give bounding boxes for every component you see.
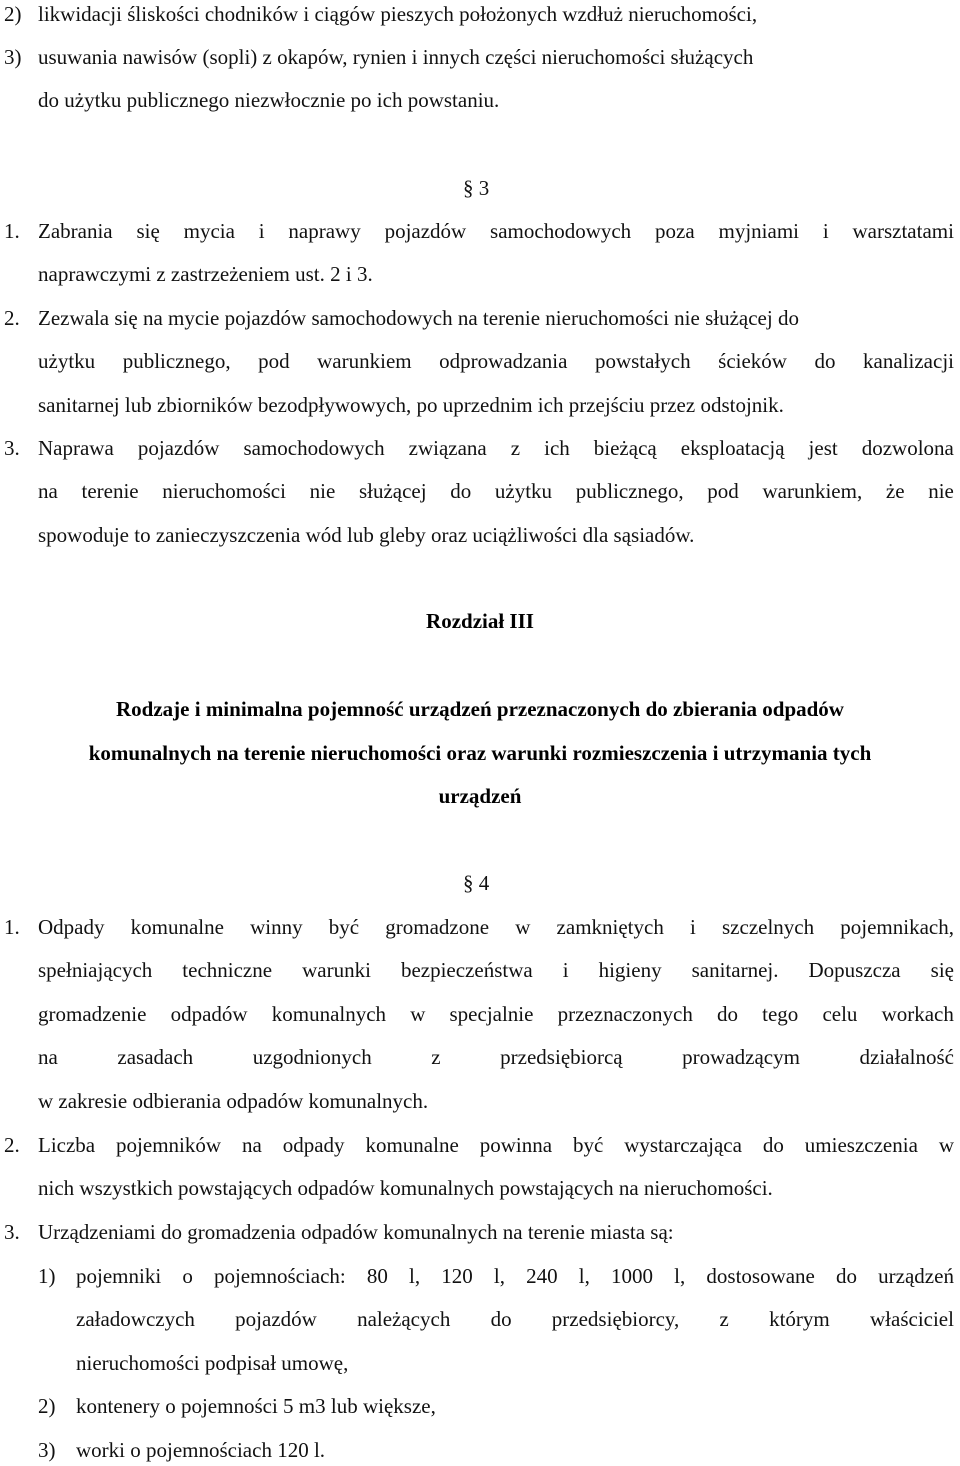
word: ich: [544, 436, 570, 460]
word: pojemniki: [76, 1264, 162, 1288]
word: użytku: [38, 349, 96, 373]
word: celu: [822, 1002, 858, 1026]
list-text: kontenery o pojemności 5 m3 lub większe,: [76, 1394, 436, 1418]
word: prowadzącym: [682, 1045, 800, 1069]
paragraph-line: [38, 217, 954, 245]
word: ścieków: [718, 349, 787, 373]
paragraph-line: [38, 1043, 954, 1071]
list-text: worki o pojemnościach 120 l.: [76, 1438, 326, 1462]
word: l,: [578, 1264, 590, 1288]
list-number: 2): [4, 2, 22, 26]
word: techniczne: [182, 958, 273, 982]
paragraph-line: [38, 956, 954, 984]
word: 80: [366, 1264, 388, 1288]
paragraph-number: 2.: [4, 1133, 20, 1157]
word: użytku: [494, 479, 553, 503]
word: z: [431, 1045, 441, 1069]
word: spełniających: [38, 958, 153, 982]
word: o: [182, 1264, 193, 1288]
paragraph-number: 3.: [4, 1220, 20, 1244]
word: higieny: [598, 958, 662, 982]
word: na: [38, 1045, 58, 1069]
word: pojemnikach,: [840, 915, 954, 939]
word: przedsiębiorcy,: [551, 1307, 680, 1331]
paragraph-line: [38, 477, 954, 505]
list-number: 3): [38, 1438, 56, 1462]
word: myjniami: [718, 219, 799, 243]
word: właściciel: [870, 1307, 954, 1331]
list-text: usuwania nawisów (sopli) z okapów, rynien i innych części nieruchomości służących: [38, 45, 754, 69]
paragraph-number: 1.: [4, 915, 20, 939]
word: 120: [441, 1264, 473, 1288]
word: działalność: [859, 1045, 954, 1069]
word: w: [410, 1002, 426, 1026]
word: l,: [493, 1264, 505, 1288]
word: mycia: [183, 219, 235, 243]
word: odpadów: [170, 1002, 248, 1026]
word: na: [38, 479, 58, 503]
word: szczelnych: [722, 915, 815, 939]
list-text: nieruchomości podpisał umowę,: [76, 1351, 349, 1375]
list-text: likwidacji śliskości chodników i ciągów pieszych położonych wzdłuż nieruchomości,: [38, 2, 758, 26]
paragraph-line: spowoduje to zanieczyszczenia wód lub gleby oraz uciążliwości dla sąsiadów.: [38, 523, 695, 547]
word: nieruchomości: [162, 479, 286, 503]
word: umieszczenia: [804, 1133, 918, 1157]
word: przeznaczonych: [557, 1002, 693, 1026]
word: do: [762, 1133, 784, 1157]
paragraph-line: [38, 1000, 954, 1028]
word: naprawy: [288, 219, 361, 243]
word: powinna: [479, 1133, 553, 1157]
word: z: [719, 1307, 729, 1331]
word: warsztatami: [852, 219, 954, 243]
word: się: [136, 219, 160, 243]
paragraph-line: naprawczymi z zastrzeżeniem ust. 2 i 3.: [38, 262, 373, 286]
word: Dopuszcza: [808, 958, 901, 982]
word: komunalne: [365, 1133, 459, 1157]
word: na: [241, 1133, 262, 1157]
word: z: [510, 436, 521, 460]
word: pojazdów: [137, 436, 220, 460]
word: i: [258, 219, 265, 243]
paragraph-number: 1.: [4, 219, 20, 243]
word: powstałych: [594, 349, 691, 373]
word: należących: [357, 1307, 451, 1331]
list-number: 1): [38, 1264, 56, 1288]
paragraph-line: Zezwala się na mycie pojazdów samochodowych na terenie nieruchomości nie służącej do: [38, 306, 799, 330]
word: do: [717, 1002, 738, 1026]
word: l,: [409, 1264, 421, 1288]
word: pod: [258, 349, 290, 373]
word: do: [490, 1307, 512, 1331]
list-text: [76, 1262, 954, 1290]
chapter-title: Rozdział III: [426, 609, 534, 633]
paragraph-line: [38, 913, 954, 941]
word: kanalizacji: [863, 349, 954, 373]
word: publicznego,: [575, 479, 684, 503]
word: się: [930, 958, 954, 982]
word: że: [885, 479, 905, 503]
word: Liczba: [38, 1133, 96, 1157]
word: 240: [526, 1264, 558, 1288]
paragraph-number: 2.: [4, 306, 20, 330]
word: specjalnie: [449, 1002, 534, 1026]
word: samochodowych: [243, 436, 385, 460]
list-number: 3): [4, 45, 22, 69]
word: i: [822, 219, 829, 243]
word: l,: [674, 1264, 686, 1288]
word: warunki: [302, 958, 371, 982]
word: zasadach: [117, 1045, 194, 1069]
chapter-subtitle: urządzeń: [438, 784, 522, 808]
word: warunkiem: [317, 349, 412, 373]
word: workach: [881, 1002, 954, 1026]
word: pojemników: [116, 1133, 222, 1157]
word: komunalne: [130, 915, 224, 939]
word: komunalnych: [271, 1002, 387, 1026]
word: odprowadzania: [439, 349, 568, 373]
chapter-subtitle: Rodzaje i minimalna pojemność urządzeń przeznaczonych do zbierania odpadów: [116, 697, 844, 721]
word: eksploatacją: [680, 436, 785, 460]
paragraph-line: [38, 347, 954, 375]
word: Naprawa: [38, 436, 114, 460]
word: pod: [707, 479, 739, 503]
word: uzgodnionych: [252, 1045, 372, 1069]
word: Odpady: [38, 915, 105, 939]
word: w: [515, 915, 531, 939]
word: i: [690, 915, 696, 939]
word: związana: [408, 436, 487, 460]
word: być: [328, 915, 360, 939]
word: przedsiębiorcą: [500, 1045, 623, 1069]
word: którym: [769, 1307, 830, 1331]
list-text: [76, 1305, 954, 1333]
word: sanitarnej.: [691, 958, 779, 982]
word: do: [814, 349, 836, 373]
word: i: [562, 958, 569, 982]
word: służącej: [358, 479, 427, 503]
paragraph-line: sanitarnej lub zbiorników bezodpływowych, po uprzednim ich przejściu przez odstojnik.: [38, 393, 784, 417]
list-number: 2): [38, 1394, 56, 1418]
paragraph-line: [38, 1131, 954, 1159]
word: Zabrania: [38, 219, 113, 243]
word: dostosowane: [706, 1264, 815, 1288]
list-text: do użytku publicznego niezwłocznie po ich powstaniu.: [38, 88, 500, 112]
paragraph-line: [38, 434, 954, 462]
word: publicznego,: [122, 349, 231, 373]
word: samochodowych: [490, 219, 632, 243]
word: odpady: [282, 1133, 345, 1157]
section-heading: § 4: [463, 871, 490, 895]
section-heading: § 3: [463, 176, 490, 200]
word: pojazdów: [384, 219, 467, 243]
word: wystarczająca: [624, 1133, 742, 1157]
word: warunkiem,: [762, 479, 863, 503]
word: terenie: [81, 479, 139, 503]
word: do: [450, 479, 472, 503]
word: gromadzone: [385, 915, 490, 939]
paragraph-line: nich wszystkich powstających odpadów komunalnych powstających na nieruchomości.: [38, 1176, 773, 1200]
paragraph-line: Urządzeniami do gromadzenia odpadów komunalnych na terenie miasta są:: [38, 1220, 674, 1244]
word: poza: [655, 219, 695, 243]
word: winny: [250, 915, 303, 939]
word: urządzeń: [878, 1264, 954, 1288]
word: do: [836, 1264, 858, 1288]
word: w: [938, 1133, 954, 1157]
word: zamkniętych: [556, 915, 664, 939]
word: pojazdów: [235, 1307, 317, 1331]
word: gromadzenie: [38, 1002, 147, 1026]
word: jest: [808, 436, 838, 460]
chapter-subtitle: komunalnych na terenie nieruchomości oraz warunki rozmieszczenia i utrzymania tych: [88, 741, 872, 765]
word: załadowczych: [76, 1307, 195, 1331]
word: nie: [928, 479, 954, 503]
word: bezpieczeństwa: [400, 958, 533, 982]
paragraph-number: 3.: [4, 436, 20, 460]
word: 1000: [611, 1264, 654, 1288]
word: być: [572, 1133, 604, 1157]
word: tego: [762, 1002, 799, 1026]
word: nie: [309, 479, 336, 503]
word: dozwolona: [861, 436, 954, 460]
word: bieżącą: [593, 436, 657, 460]
word: pojemnościach:: [213, 1264, 346, 1288]
paragraph-line: w zakresie odbierania odpadów komunalnych.: [38, 1089, 429, 1113]
